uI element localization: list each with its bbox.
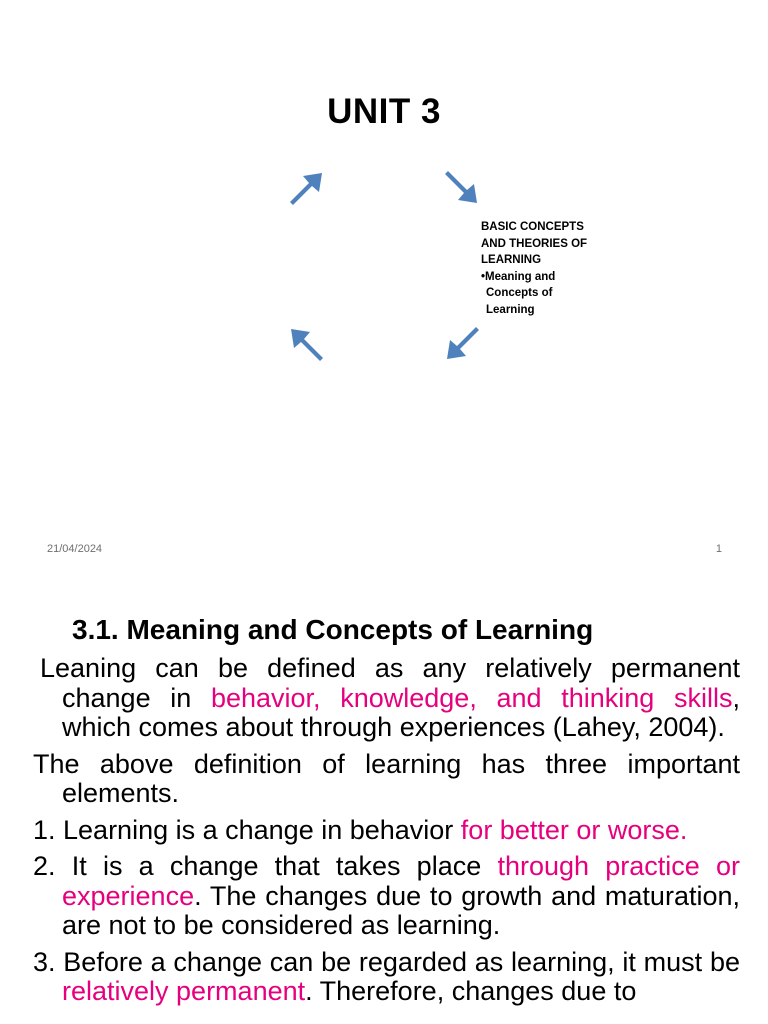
arrow-up-left-icon	[288, 326, 328, 366]
list-item-1	[33, 816, 740, 846]
cycle-line: AND THEORIES OF	[481, 237, 588, 250]
text-run: 1. Learning is a change in behavior	[33, 814, 461, 845]
text-run: . Therefore, changes due to	[305, 976, 637, 1006]
text-run: 3. Before a change can be regarded as learning, it must be	[33, 946, 740, 977]
arrow-down-left-icon	[444, 322, 484, 362]
arrow-down-right-icon	[440, 166, 480, 206]
slide-page-number: 1	[715, 543, 722, 555]
slide-body	[33, 654, 740, 1014]
list-item-2	[33, 852, 740, 941]
section-heading: 3.1. Meaning and Concepts of Learning	[72, 614, 594, 645]
arrow-up-right-icon	[285, 170, 325, 210]
cycle-node-text	[481, 219, 601, 318]
cycle-bullet-line: Concepts of	[486, 287, 553, 299]
cycle-bullet-line: •Meaning and	[481, 270, 556, 283]
definition-paragraph	[33, 654, 740, 743]
text-run: Leaning can be defined as any relatively permanent change in	[40, 653, 740, 713]
text-run: . The changes due to growth and maturation, are not to be considered as learning.	[62, 880, 740, 940]
list-item-3	[33, 948, 740, 1007]
cycle-bullet-line: Learning	[486, 303, 535, 316]
cycle-line: BASIC CONCEPTS	[481, 221, 584, 233]
slide-2	[0, 576, 768, 1024]
cycle-line: LEARNING	[481, 254, 542, 266]
elements-intro-paragraph: The above definition of learning has three important elements.	[33, 748, 740, 808]
slide-date: 21/04/2024	[47, 543, 103, 555]
highlighted-text: through practice or experience	[62, 851, 741, 911]
highlighted-text: for better or worse.	[460, 814, 688, 845]
highlighted-text: relatively permanent	[62, 976, 306, 1006]
text-run: 2. It is a change that takes place	[33, 851, 498, 881]
slide-title: UNIT 3	[327, 92, 441, 131]
text-run: , which comes about through experiences (Lahey, 2004).	[62, 682, 740, 742]
highlighted-text: behavior, knowledge, and thinking skills	[210, 682, 733, 713]
